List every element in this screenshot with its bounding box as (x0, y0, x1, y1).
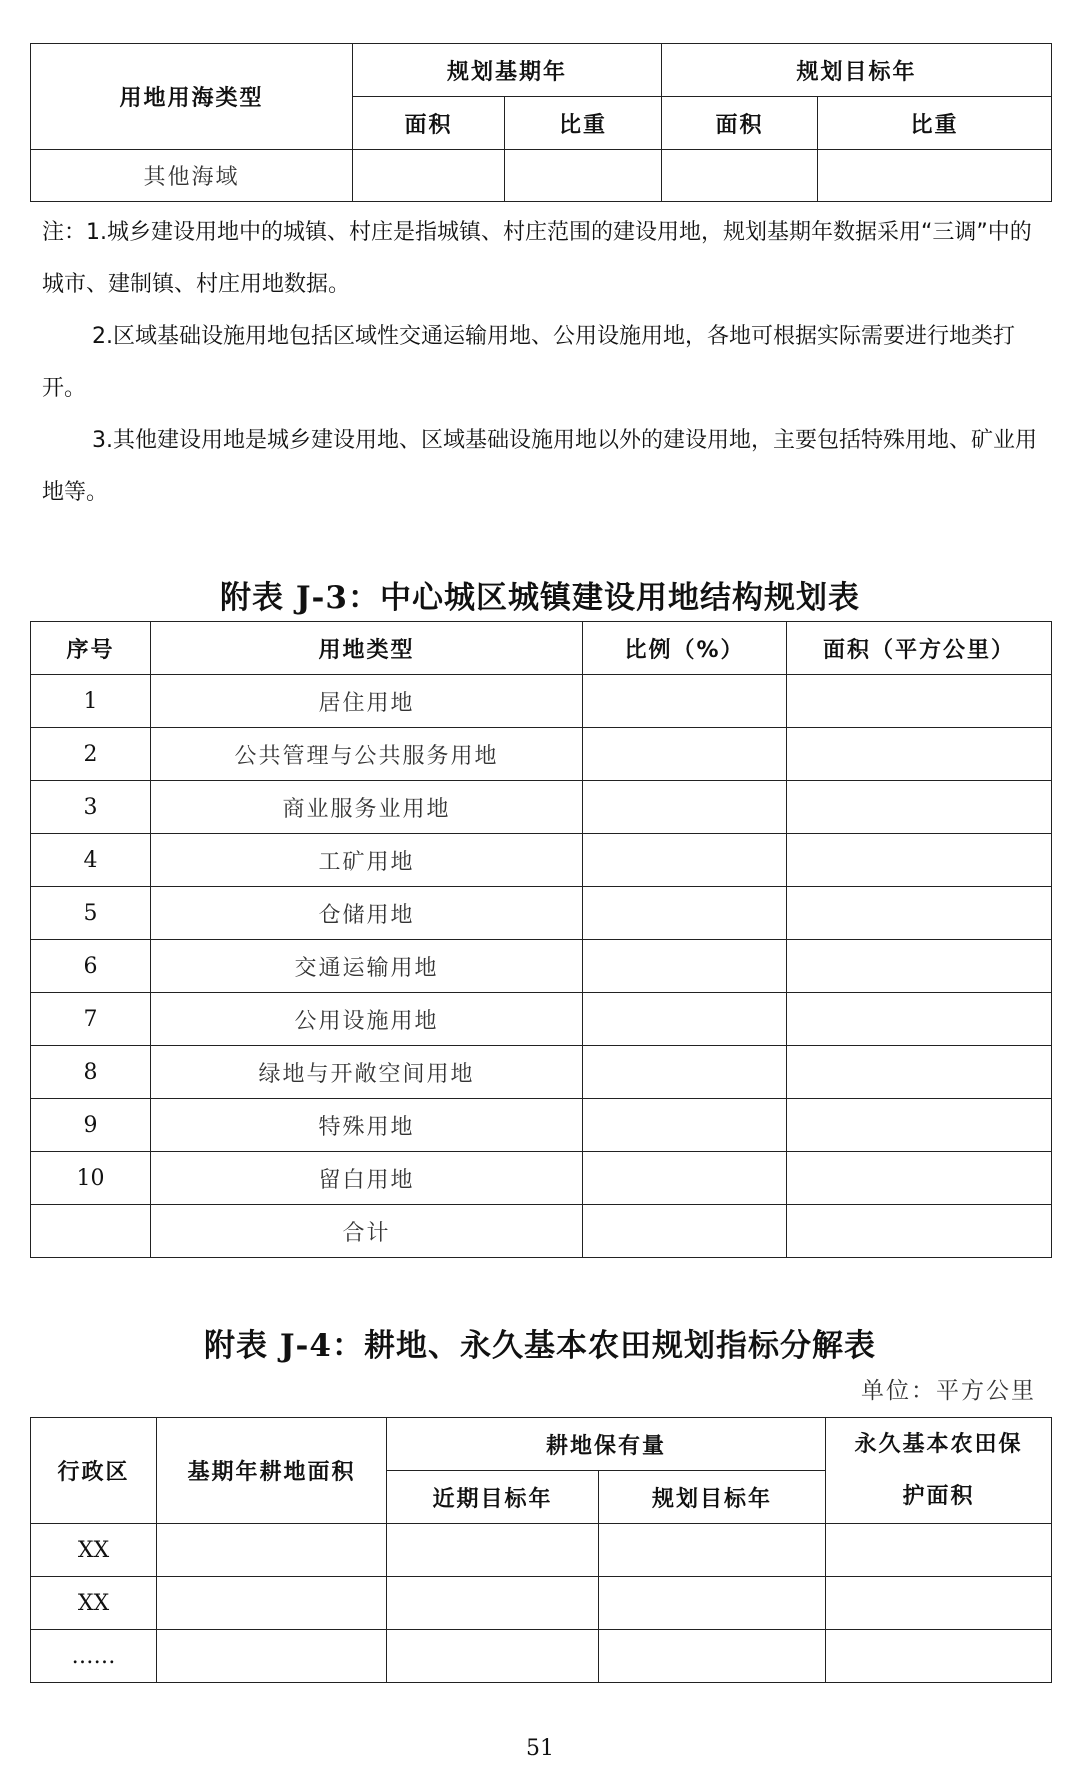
row-no: 3 (31, 781, 151, 834)
header-permanent-line2: 护面积 (902, 1483, 975, 1509)
table-cell (583, 728, 787, 781)
table-row (31, 675, 1052, 728)
table-cell (826, 1577, 1052, 1630)
row-no: 9 (31, 1099, 151, 1152)
row-no (31, 1205, 151, 1258)
table-cell (599, 1577, 826, 1630)
subheader-ratio: 比重 (818, 97, 1052, 150)
row-type: 特殊用地 (151, 1099, 583, 1152)
table-j3-title: 附表 J-3：中心城区城镇建设用地结构规划表 (220, 580, 860, 616)
row-no: 8 (31, 1046, 151, 1099)
table-cell (787, 728, 1052, 781)
row-label: 其他海域 (31, 150, 353, 202)
table-cell (387, 1630, 599, 1683)
header-retention: 耕地保有量 (387, 1418, 826, 1471)
table-cell (787, 993, 1052, 1046)
table-row (31, 1152, 1052, 1205)
header-base-year: 规划基期年 (353, 44, 662, 97)
unit-label: 单位：平方公里 (861, 1378, 1036, 1404)
header-permanent (826, 1418, 1052, 1524)
table-cell (787, 887, 1052, 940)
table-cell (787, 834, 1052, 887)
subheader-area: 面积 (353, 97, 505, 150)
table-row (31, 1577, 1052, 1630)
table-cell (157, 1630, 387, 1683)
row-type: 公用设施用地 (151, 993, 583, 1046)
table-row (31, 1524, 1052, 1577)
header-land-sea-type: 用地用海类型 (31, 44, 353, 150)
note-1: 注：1.城乡建设用地中的城镇、村庄是指城镇、村庄范围的建设用地，规划基期年数据采用“三调”中的城市、建制镇、村庄用地数据。 (42, 220, 1032, 297)
row-no: 6 (31, 940, 151, 993)
row-type: 绿地与开敞空间用地 (151, 1046, 583, 1099)
header-land-type: 用地类型 (151, 622, 583, 675)
note-3: 3.其他建设用地是城乡建设用地、区域基础设施用地以外的建设用地，主要包括特殊用地、矿业用地等。 (42, 428, 1037, 505)
row-no: 2 (31, 728, 151, 781)
table-row (31, 1046, 1052, 1099)
table-cell (583, 781, 787, 834)
table-row (31, 993, 1052, 1046)
table-cell (826, 1630, 1052, 1683)
row-no: 10 (31, 1152, 151, 1205)
table-cell (583, 1046, 787, 1099)
table-cell (787, 675, 1052, 728)
header-no: 序号 (31, 622, 151, 675)
table-cell (387, 1524, 599, 1577)
total-row (31, 1205, 1052, 1258)
header-near-target: 近期目标年 (387, 1471, 599, 1524)
table-cell (505, 150, 662, 202)
table-row (31, 940, 1052, 993)
table-cell (826, 1524, 1052, 1577)
table-row (31, 834, 1052, 887)
header-ratio: 比例（%） (583, 622, 787, 675)
table-cell (353, 150, 505, 202)
row-region: XX (31, 1524, 157, 1577)
table-cell (818, 150, 1052, 202)
table-cell (157, 1524, 387, 1577)
table-cell (583, 1152, 787, 1205)
subheader-ratio: 比重 (505, 97, 662, 150)
table-cell (787, 940, 1052, 993)
table-cell (583, 993, 787, 1046)
table-cell (387, 1577, 599, 1630)
table-j4-title: 附表 J-4：耕地、永久基本农田规划指标分解表 (204, 1328, 876, 1364)
row-type: 公共管理与公共服务用地 (151, 728, 583, 781)
table-cell (583, 887, 787, 940)
table-cell (787, 1099, 1052, 1152)
header-base-area: 基期年耕地面积 (157, 1418, 387, 1524)
notes-section (42, 207, 1042, 519)
table-cell (583, 940, 787, 993)
table-cell (599, 1524, 826, 1577)
row-type: 仓储用地 (151, 887, 583, 940)
header-region: 行政区 (31, 1418, 157, 1524)
table-cell (787, 1152, 1052, 1205)
land-sea-type-table (30, 43, 1052, 202)
row-region: …… (31, 1630, 157, 1683)
row-type: 合计 (151, 1205, 583, 1258)
table-row (31, 1630, 1052, 1683)
subheader-area: 面积 (662, 97, 818, 150)
row-no: 4 (31, 834, 151, 887)
header-target-year: 规划目标年 (662, 44, 1052, 97)
table-cell (787, 781, 1052, 834)
note-2: 2.区域基础设施用地包括区域性交通运输用地、公用设施用地，各地可根据实际需要进行地类打开。 (42, 324, 1015, 401)
table-cell (583, 1099, 787, 1152)
table-cell (583, 834, 787, 887)
table-cell (157, 1577, 387, 1630)
table-j3 (30, 621, 1052, 1258)
table-row (31, 1099, 1052, 1152)
row-region: XX (31, 1577, 157, 1630)
table-cell (583, 1205, 787, 1258)
table-cell (662, 150, 818, 202)
row-type: 工矿用地 (151, 834, 583, 887)
row-no: 7 (31, 993, 151, 1046)
row-type: 商业服务业用地 (151, 781, 583, 834)
table-row (31, 728, 1052, 781)
table-cell (787, 1046, 1052, 1099)
table-row (31, 781, 1052, 834)
table-cell (583, 675, 787, 728)
row-type: 居住用地 (151, 675, 583, 728)
table-cell (787, 1205, 1052, 1258)
row-type: 交通运输用地 (151, 940, 583, 993)
table-row (31, 887, 1052, 940)
row-no: 1 (31, 675, 151, 728)
row-type: 留白用地 (151, 1152, 583, 1205)
page-number: 51 (526, 1736, 554, 1761)
row-no: 5 (31, 887, 151, 940)
table-cell (599, 1630, 826, 1683)
header-permanent-line1: 永久基本农田保 (854, 1431, 1023, 1457)
header-area: 面积（平方公里） (787, 622, 1052, 675)
header-plan-target: 规划目标年 (599, 1471, 826, 1524)
table-j4 (30, 1417, 1052, 1683)
